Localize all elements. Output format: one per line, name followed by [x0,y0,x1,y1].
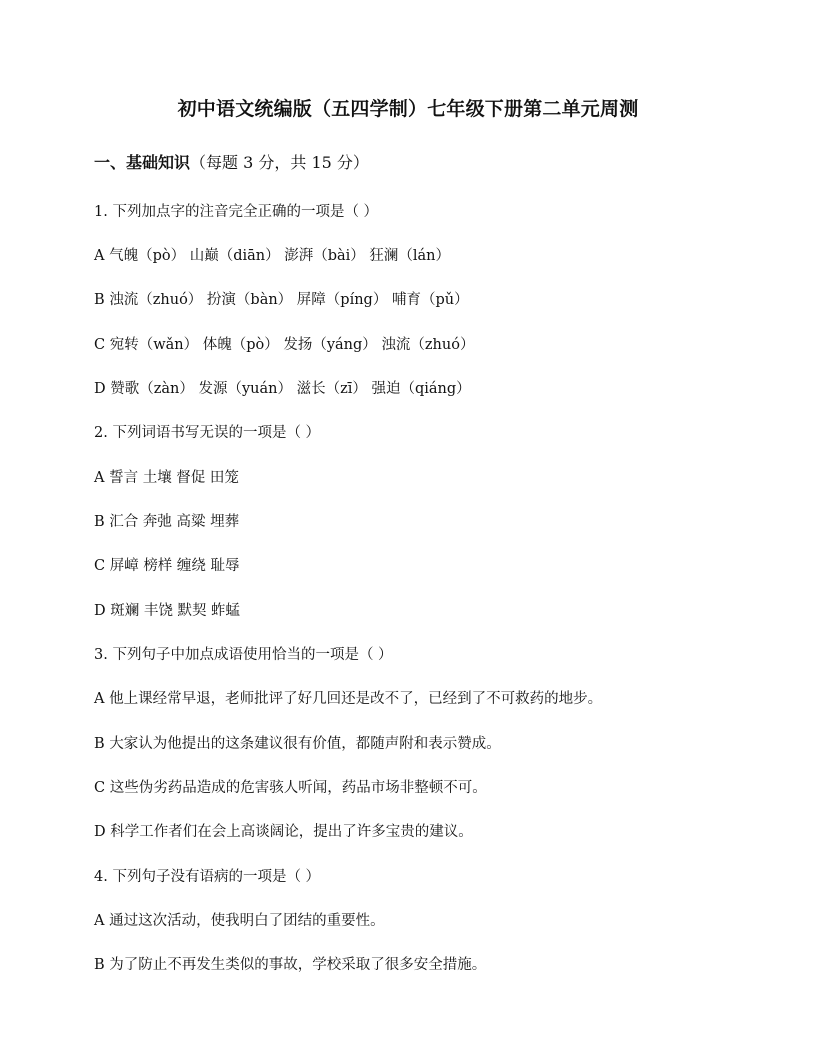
section-heading [94,150,369,173]
question-2-option-c: C 屏嶂 榜样 缠绕 耻辱 [94,558,240,574]
question-4-stem: 4. 下列句子没有语病的一项是（ ） [94,869,321,885]
question-1-option-b: B 浊流（zhuó） 扮演（bàn） 屏障（píng） 哺育（pǔ） [94,292,469,308]
question-3-option-b: B 大家认为他提出的这条建议很有价值，都随声附和表示赞成。 [94,736,501,752]
question-2-stem: 2. 下列词语书写无误的一项是（ ） [94,425,321,441]
question-1-option-a: A 气魄（pò） 山巅（diān） 澎湃（bài） 狂澜（lán） [94,248,451,264]
question-3-option-c: C 这些伪劣药品造成的危害骇人听闻，药品市场非整顿不可。 [94,780,487,796]
document-title: 初中语文统编版（五四学制）七年级下册第二单元周测 [177,98,639,120]
question-4-option-a: A 通过这次活动，使我明白了团结的重要性。 [94,913,385,929]
question-1-option-d: D 赞歌（zàn） 发源（yuán） 滋长（zī） 强迫（qiáng） [94,381,471,397]
question-3-option-d: D 科学工作者们在会上高谈阔论，提出了许多宝贵的建议。 [94,824,473,840]
question-1-stem: 1. 下列加点字的注音完全正确的一项是（ ） [94,204,379,220]
question-3-option-a: A 他上课经常早退，老师批评了好几回还是改不了，已经到了不可救药的地步。 [94,691,603,707]
question-2-option-b: B 汇合 奔弛 高粱 埋葬 [94,514,240,530]
question-1-option-c: C 宛转（wǎn） 体魄（pò） 发扬（yáng） 浊流（zhuó） [94,337,475,353]
question-4-option-b: B 为了防止不再发生类似的事故，学校采取了很多安全措施。 [94,957,487,973]
question-2-option-d: D 斑斓 丰饶 默契 蚱蜢 [94,603,241,619]
question-2-option-a: A 誓言 土壤 督促 田笼 [94,470,239,486]
section-heading-detail: （每题 3 分，共 15 分） [190,153,369,172]
section-heading-label: 一、基础知识 [94,153,191,172]
question-3-stem: 3. 下列句子中加点成语使用恰当的一项是（ ） [94,647,393,663]
